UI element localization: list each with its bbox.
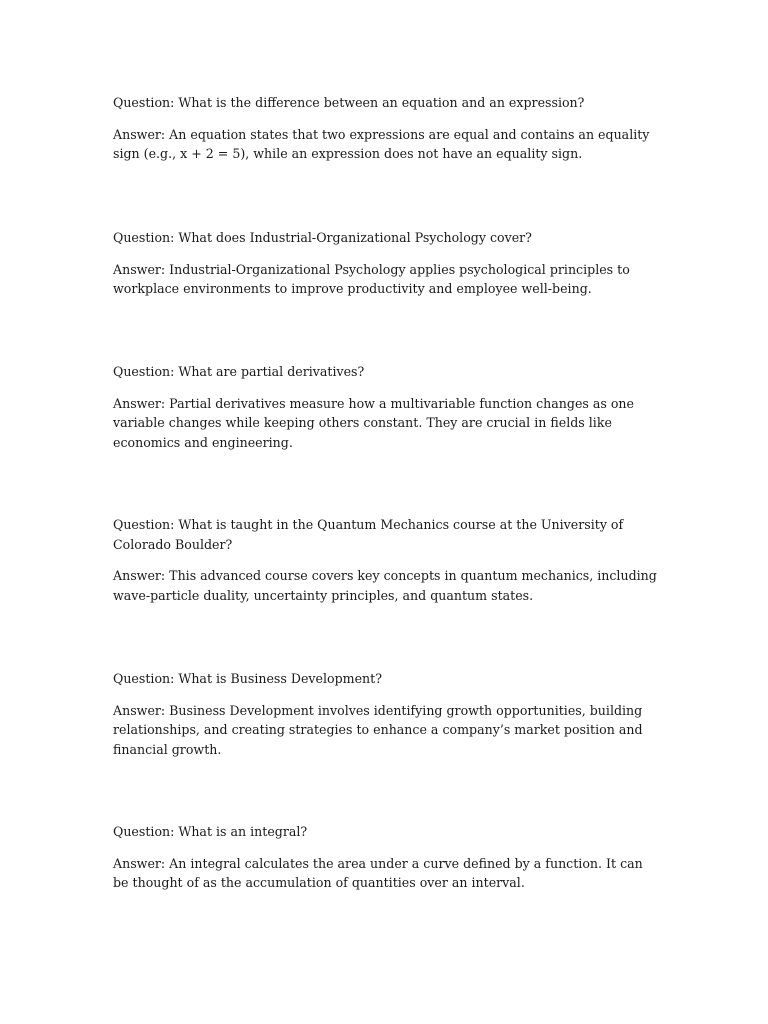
question-text: Question: What are partial derivatives? — [113, 364, 365, 379]
question-text: Question: What is an integral? — [113, 824, 308, 839]
answer-text: Answer: An integral calculates the area under a curve defined by a function. It can be thought of as the accumulation of quantities over an interval. — [113, 855, 643, 890]
qa-item — [113, 822, 661, 893]
answer-text: Answer: Business Development involves identifying growth opportunities, building relationships, and creating strategies to enhance a company’s market position and financial growth. — [113, 702, 643, 757]
answer-text: Answer: Industrial-Organizational Psychology applies psychological principles to workplace environments to improve productivity and employee well-being. — [113, 261, 630, 296]
answer-text: Answer: This advanced course covers key concepts in quantum mechanics, including wave-particle duality, uncertainty principles, and quantum states. — [113, 568, 657, 603]
question-text: Question: What does Industrial-Organizational Psychology cover? — [113, 230, 532, 245]
qa-item — [113, 669, 661, 759]
question-text: Question: What is Business Development? — [113, 671, 382, 686]
qa-item — [113, 93, 661, 164]
answer-text: Answer: An equation states that two expressions are equal and contains an equality sign (e.g., x + 2 = 5), while an expression does not have an equality sign. — [113, 126, 650, 161]
qa-item — [113, 228, 661, 299]
qa-item — [113, 362, 661, 452]
question-text: Question: What is the difference between an equation and an expression? — [113, 95, 585, 110]
qa-item — [113, 515, 661, 605]
answer-text: Answer: Partial derivatives measure how a multivariable function changes as one variable changes while keeping others constant. They are crucial in fields like economics and engineering. — [113, 395, 634, 450]
question-text: Question: What is taught in the Quantum Mechanics course at the University of Colorado Boulder? — [113, 517, 624, 552]
